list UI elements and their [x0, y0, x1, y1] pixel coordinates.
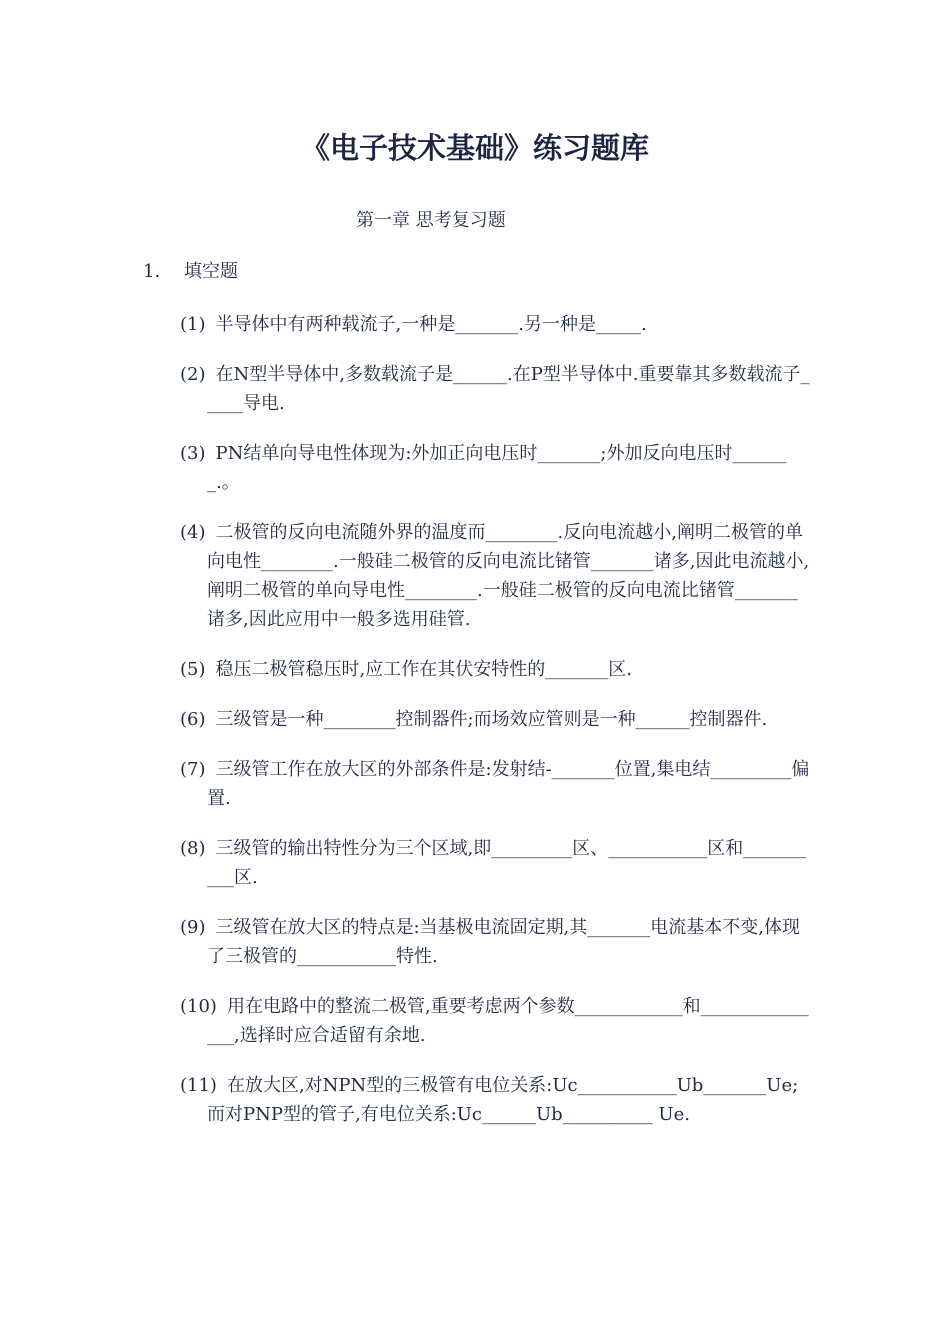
question-text: 二极管的反向电流随外界的温度而________.反向电流越小,阐明二极管的单向电性________.一般硅二极管的反向电流比锗管_______诸多,因此电流越小,阐明二极管的单向导电性________.一般硅二极管的反向电流比锗管_______诸多,因此应用中一般多选用硅管. — [207, 522, 810, 630]
question-text: 三级管的输出特性分为三个区域,即_________区、___________区和__________区. — [207, 838, 807, 888]
question-number: (9) — [180, 917, 206, 938]
question-number: (3) — [180, 443, 206, 464]
question-number: (8) — [180, 838, 206, 859]
question-number: (5) — [180, 659, 206, 680]
question-text: 三级管工作在放大区的外部条件是:发射结-_______位置,集电结_________偏置. — [207, 759, 810, 809]
question-number: (11) — [180, 1075, 217, 1096]
question-number: (10) — [180, 996, 217, 1017]
question-item — [180, 705, 812, 734]
question-number: (1) — [180, 314, 206, 335]
question-text: 稳压二极管稳压时,应工作在其伏安特性的_______区. — [215, 659, 632, 680]
question-text: 在放大区,对NPN型的三极管有电位关系:Uc___________Ub_______Ue;而对PNP型的管子,有电位关系:Uc______Ub__________ Ue. — [207, 1075, 799, 1125]
question-item — [180, 755, 812, 813]
question-number: (2) — [180, 364, 206, 385]
question-number: (6) — [180, 709, 206, 730]
question-item — [180, 655, 812, 684]
question-item — [180, 439, 812, 497]
question-text: 用在电路中的整流二极管,重要考虑两个参数____________和_______________,选择时应合适留有余地. — [207, 996, 809, 1046]
question-text: 在N型半导体中,多数载流子是______.在P型半导体中.重要靠其多数载流子_____导电. — [207, 364, 810, 414]
question-list — [180, 310, 812, 1150]
section-number: 1. — [143, 261, 161, 282]
question-text: 半导体中有两种载流子,一种是_______.另一种是_____. — [215, 314, 647, 335]
question-item — [180, 310, 812, 339]
question-item — [180, 992, 812, 1050]
question-number: (7) — [180, 759, 206, 780]
section-heading — [143, 258, 238, 286]
question-item — [180, 913, 812, 971]
page-title: 《电子技术基础》练习题库 — [300, 131, 649, 165]
question-item — [180, 1071, 812, 1129]
section-label: 填空题 — [184, 261, 238, 282]
chapter-heading: 第一章 思考复习题 — [356, 210, 506, 231]
question-item — [180, 518, 812, 634]
question-number: (4) — [180, 522, 206, 543]
question-text: 三级管在放大区的特点是:当基极电流固定期,其_______电流基本不变,体现了三极管的___________特性. — [207, 917, 801, 967]
question-item — [180, 360, 812, 418]
question-text: 三级管是一种________控制器件;而场效应管则是一种______控制器件. — [215, 709, 768, 730]
question-item — [180, 834, 812, 892]
question-text: PN结单向导电性体现为:外加正向电压时_______;外加反向电压时_______.。 — [207, 443, 787, 493]
